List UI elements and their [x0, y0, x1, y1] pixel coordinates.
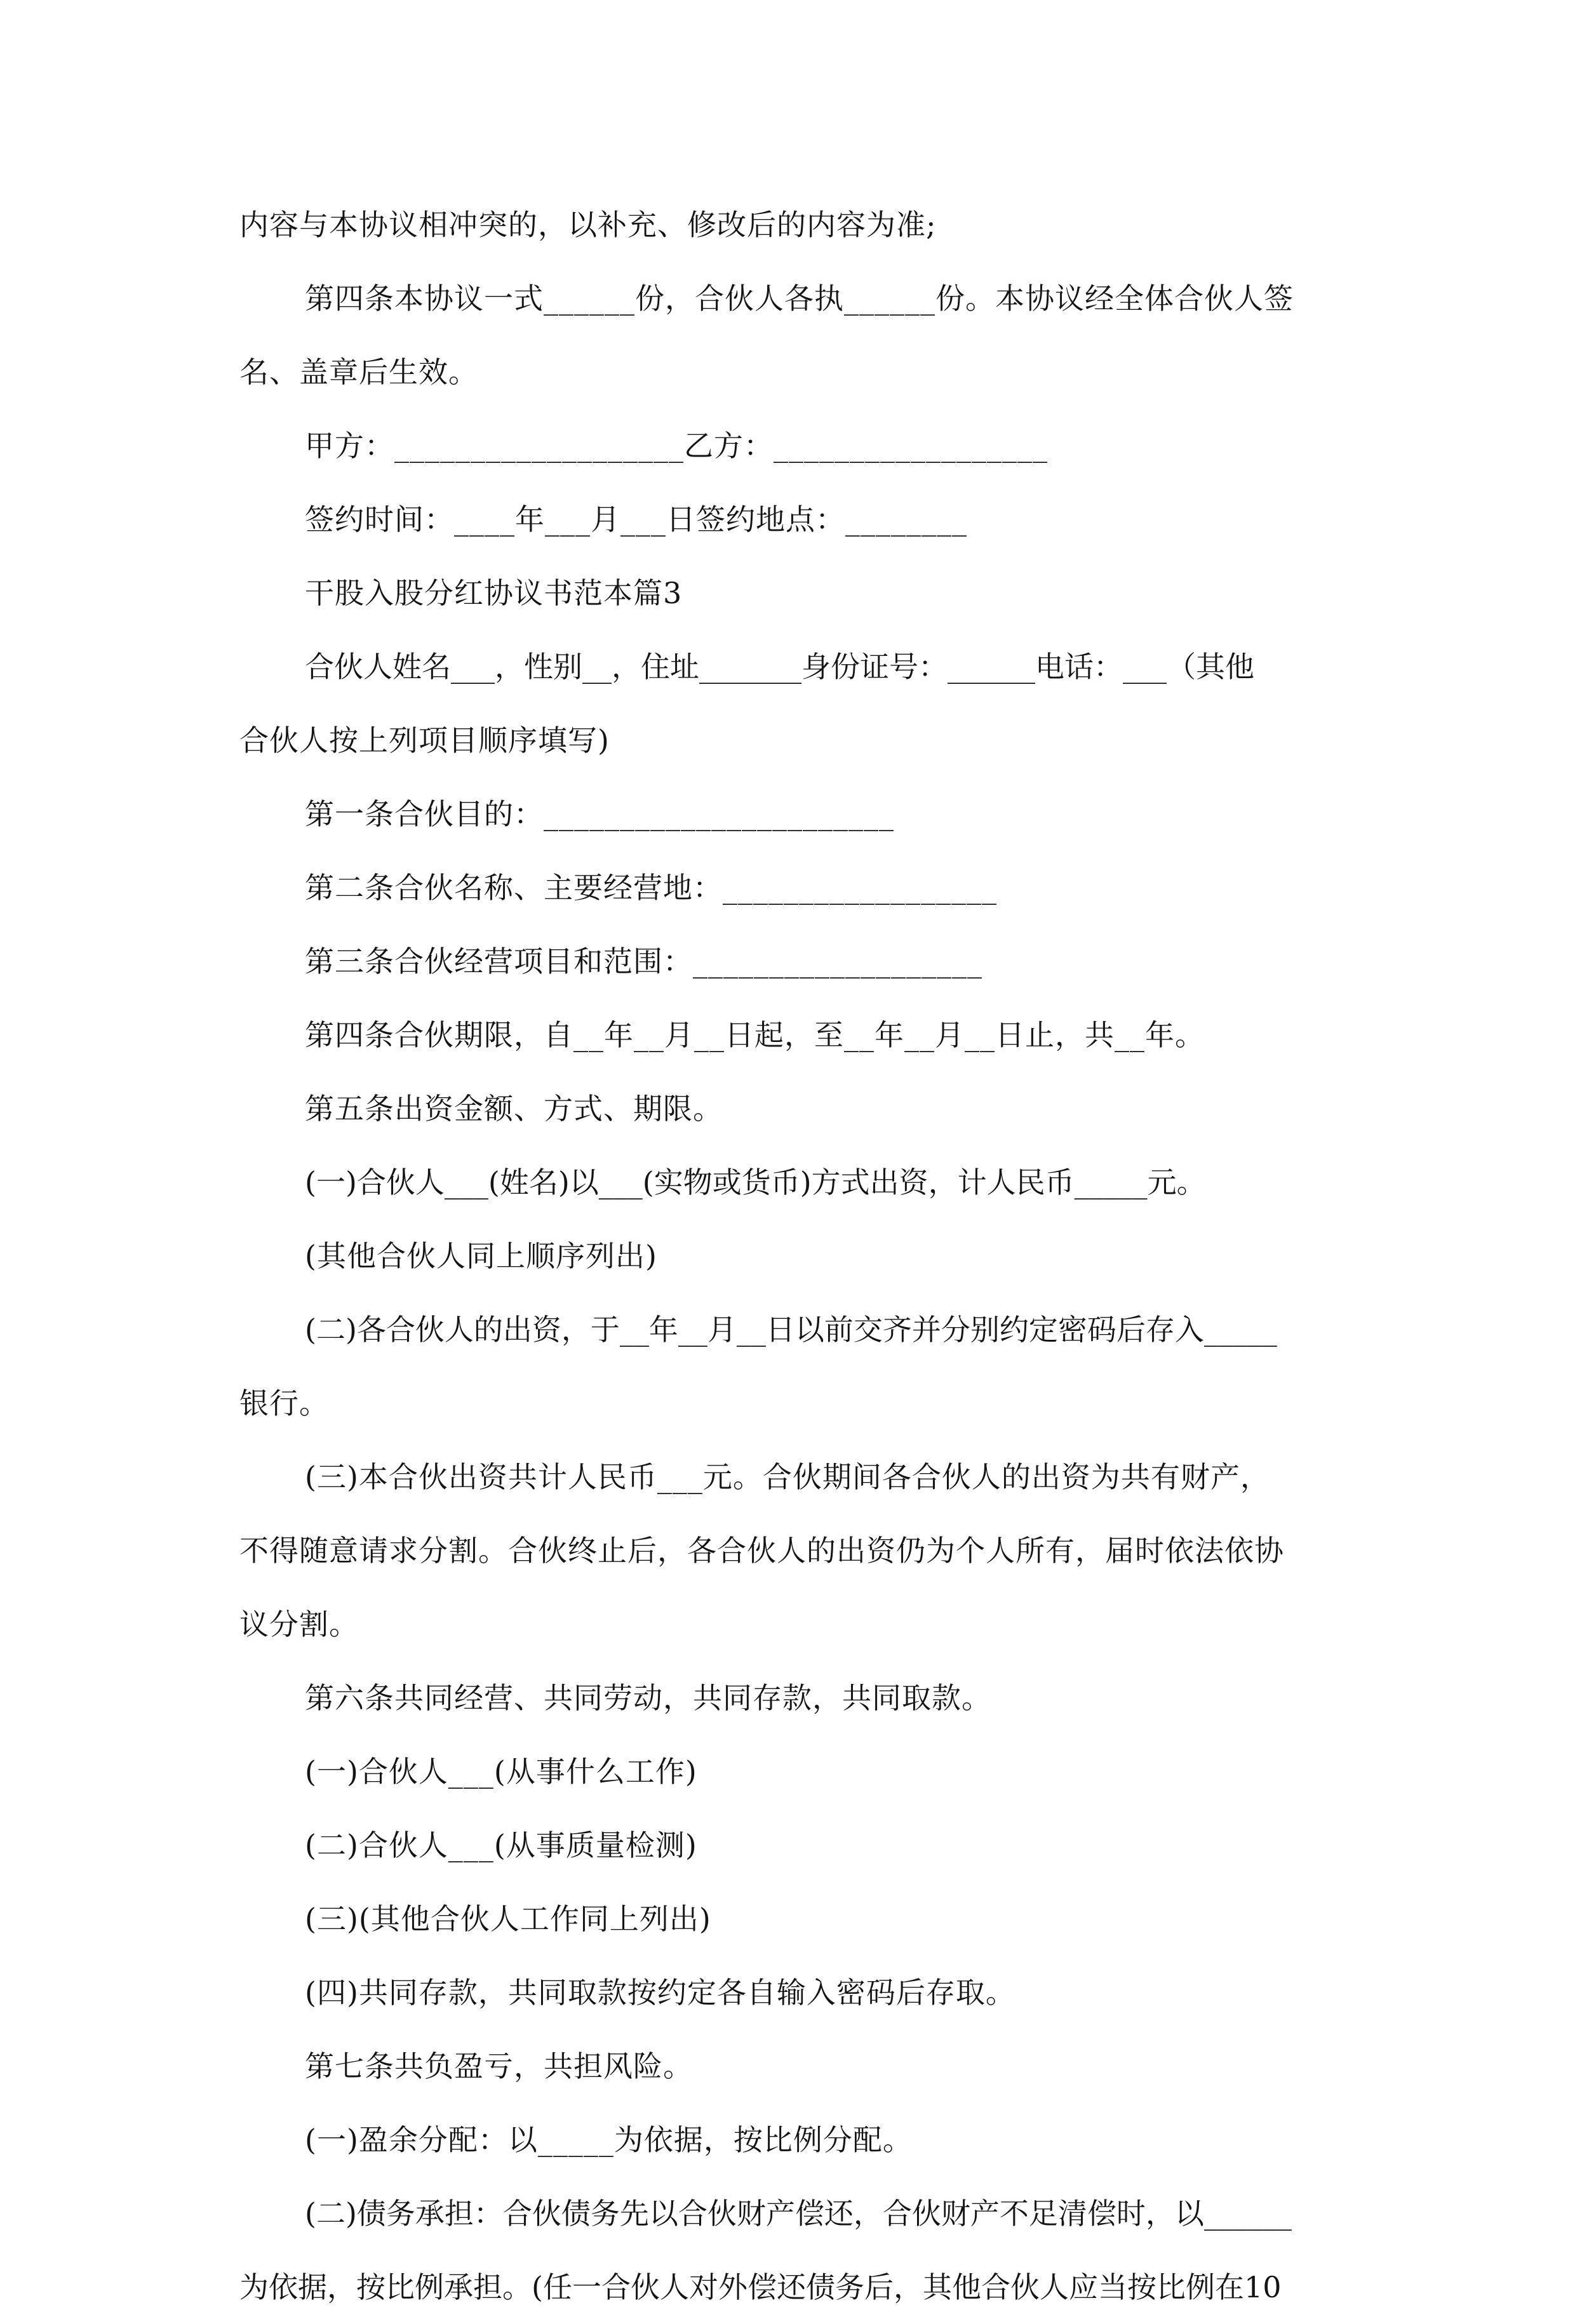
text-line: 议分割。 — [239, 1607, 359, 1641]
text-line: (其他合伙人同上顺序列出) — [305, 1239, 657, 1273]
text-line: (三)本合伙出资共计人民币___元。合伙期间各合伙人的出资为共有财产， — [305, 1460, 1270, 1494]
text-line: (二)债务承担：合伙债务先以合伙财产偿还，合伙财产不足清偿时，以______ — [305, 2196, 1292, 2231]
text-line: (一)盈余分配：以_____为依据，按比例分配。 — [305, 2123, 913, 2157]
signature-line: 甲方：___________________乙方：__________________ — [305, 429, 1048, 463]
document-page — [239, 188, 1332, 2324]
text-line: 第七条共负盈亏，共担风险。 — [305, 2049, 693, 2083]
text-line: 第一条合伙目的：_______________________ — [305, 797, 894, 831]
text-line: 第二条合伙名称、主要经营地：__________________ — [305, 871, 997, 905]
text-line: 合伙人按上列项目顺序填写) — [239, 723, 610, 758]
signing-date-line: 签约时间：____年___月___日签约地点：________ — [305, 502, 967, 537]
text-line: 不得随意请求分割。合伙终止后，各合伙人的出资仍为个人所有，届时依法依协 — [239, 1533, 1284, 1568]
text-line: 银行。 — [239, 1386, 329, 1420]
text-line: (一)合伙人___(从事什么工作) — [305, 1754, 697, 1789]
text-line: 第六条共同经营、共同劳动，共同存款，共同取款。 — [305, 1681, 991, 1715]
text-line: (四)共同存款，共同取款按约定各自输入密码后存取。 — [305, 1975, 1015, 2010]
section-heading: 干股入股分红协议书范本篇3 — [305, 576, 683, 610]
text-line: 第四条本协议一式______份，合伙人各执______份。本协议经全体合伙人签 — [305, 281, 1294, 316]
text-line: 第四条合伙期限，自__年__月__日起，至__年__月__日止，共__年。 — [305, 1018, 1205, 1052]
text-line: 第三条合伙经营项目和范围：___________________ — [305, 944, 982, 978]
text-line: 为依据，按比例承担。(任一合伙人对外偿还债务后，其他合伙人应当按比例在10 — [239, 2270, 1282, 2304]
text-line: 内容与本协议相冲突的，以补充、修改后的内容为准; — [239, 208, 937, 242]
text-line: (二)合伙人___(从事质量检测) — [305, 1828, 697, 1862]
text-line: (一)合伙人___(姓名)以___(实物或货币)方式出资，计人民币_____元。 — [305, 1165, 1206, 1199]
text-line: 合伙人姓名___，性别__，住址_______身份证号：______电话：___（其他 — [305, 650, 1254, 684]
text-line: 名、盖章后生效。 — [239, 355, 478, 389]
text-line: (二)各合伙人的出资，于__年__月__日以前交齐并分别约定密码后存入_____ — [305, 1312, 1277, 1347]
text-line: (三)(其他合伙人工作同上列出) — [305, 1902, 711, 1936]
text-line: 第五条出资金额、方式、期限。 — [305, 1092, 723, 1126]
